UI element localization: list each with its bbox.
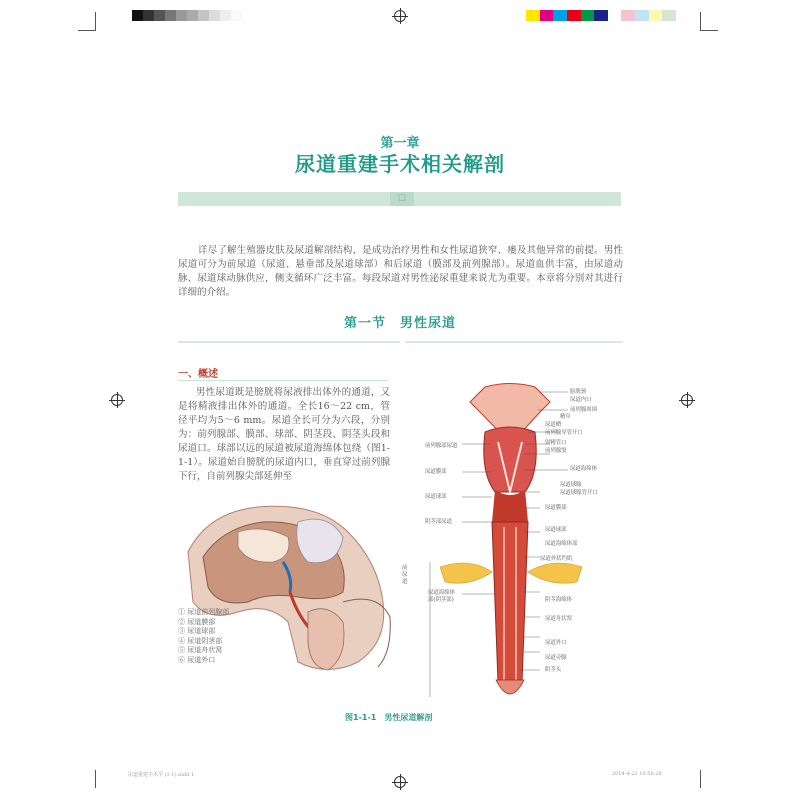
figure-label: 前列腺部尿道: [425, 443, 458, 449]
figure-label: 尿道旁腺: [545, 655, 567, 661]
chapter-band-ornament: ☐: [390, 192, 414, 206]
figure-label: 前列腺导管开口: [545, 430, 583, 436]
legend-item: ① 尿道前列腺部: [178, 608, 230, 616]
figure-label: 尿道外口: [545, 640, 567, 646]
chapter-label: 第一章: [380, 136, 420, 151]
color-bar: [526, 10, 676, 21]
figure-label: 阴茎头: [545, 667, 562, 673]
figure-label: 前列腺窦: [545, 448, 567, 454]
registration-mark-icon: [394, 776, 406, 788]
section-title: 第一节 男性尿道: [343, 316, 456, 331]
legend-item: ④ 尿道阴茎部: [178, 636, 223, 645]
legend-item: ② 尿道膜部: [178, 617, 216, 626]
section-divider: [178, 341, 400, 343]
figure-label: 尿道外括约肌: [540, 556, 573, 562]
crop-mark: [78, 30, 96, 31]
figure-label: 尿道内口: [570, 397, 592, 403]
subsection-heading: 一、概述: [178, 369, 218, 380]
crop-mark: [700, 12, 701, 30]
registration-mark-icon: [394, 10, 406, 22]
figure-label: 阴茎部尿道: [425, 519, 452, 525]
chapter-title: 尿道重建手术相关解剖: [295, 152, 505, 176]
intro-paragraph: 详尽了解生殖器皮肤及尿道解剖结构，是成功治疗男性和女性尿道狭窄、瘘及其他异常的前提。男性尿道可分为前尿道（尿道、悬垂部及尿道球部）和后尿道（膜部及前列腺部）。尿道血供丰富，由尿道动脉、尿道球动脉供应，侧支循环广泛丰富。每段尿道对男性泌尿重建来说尤为重要。本章将分别对其进行详细的介绍。: [178, 245, 623, 298]
figure-label: 尿道球部: [545, 527, 567, 533]
figure-label: 尿道海绵体部(阴茎部): [428, 590, 455, 603]
figure-label: 精阜: [560, 414, 571, 420]
crop-mark: [700, 770, 701, 788]
crop-mark: [95, 12, 96, 30]
figure-label: 尿道舟状窝: [545, 616, 572, 622]
body-paragraph: 男性尿道既是膀胱将尿液排出体外的通道，又是将精液排出体外的通道。全长16～22 cm，管径平均为5～6 mm。尿道全长可分为六段，分别为：前列腺部、膜部、球部、阴茎段、阴茎头段和尿道口。球部以远的尿道被尿道海绵体包绕（图1-1-1）。尿道始自膀胱的尿道内口，垂直穿过前列腺下行，自前列腺尖部延伸至: [178, 387, 390, 482]
figure-label: 尿道球部: [425, 494, 447, 500]
figure-caption: 图1-1-1 男性尿道解剖: [345, 713, 433, 722]
grayscale-bar: [132, 10, 242, 21]
crop-mark: [95, 770, 96, 788]
figure-label: 尿道膜部: [425, 469, 447, 475]
urethra-anatomy-illustration: [400, 382, 622, 710]
legend-item: ③ 尿道球部: [178, 627, 216, 635]
figure-label: 阴茎海绵体: [545, 597, 572, 603]
figure-label: 尿道海绵体: [570, 466, 597, 472]
legend-item: ⑥ 尿道外口: [178, 655, 216, 664]
figure-label: 尿道海绵体部: [545, 541, 578, 547]
subsection-divider: [178, 380, 388, 381]
figure-label: 尿道球腺管开口: [560, 490, 598, 496]
figure-label: 尿道球腺: [560, 482, 582, 488]
figure-label: 射精管口: [545, 440, 567, 446]
figure-side-label: 前尿道: [402, 565, 408, 585]
section-divider: [405, 341, 623, 343]
figure-label: 尿道膜部: [545, 505, 567, 511]
registration-mark-icon: [681, 394, 693, 406]
registration-mark-icon: [111, 394, 123, 406]
figure-label: 膀胱颈: [570, 389, 587, 395]
print-timestamp: 2014-4-22 10:56:28: [612, 771, 662, 777]
print-slug: 尿道重建手术学 (1-1).indd 1: [128, 772, 195, 778]
figure-label: 尿道嵴: [545, 422, 562, 428]
figure-legend: [178, 608, 268, 665]
legend-item: ⑤ 尿道舟状窝: [178, 646, 223, 654]
figure-label: 前列腺周围: [570, 407, 597, 413]
crop-mark: [700, 30, 718, 31]
